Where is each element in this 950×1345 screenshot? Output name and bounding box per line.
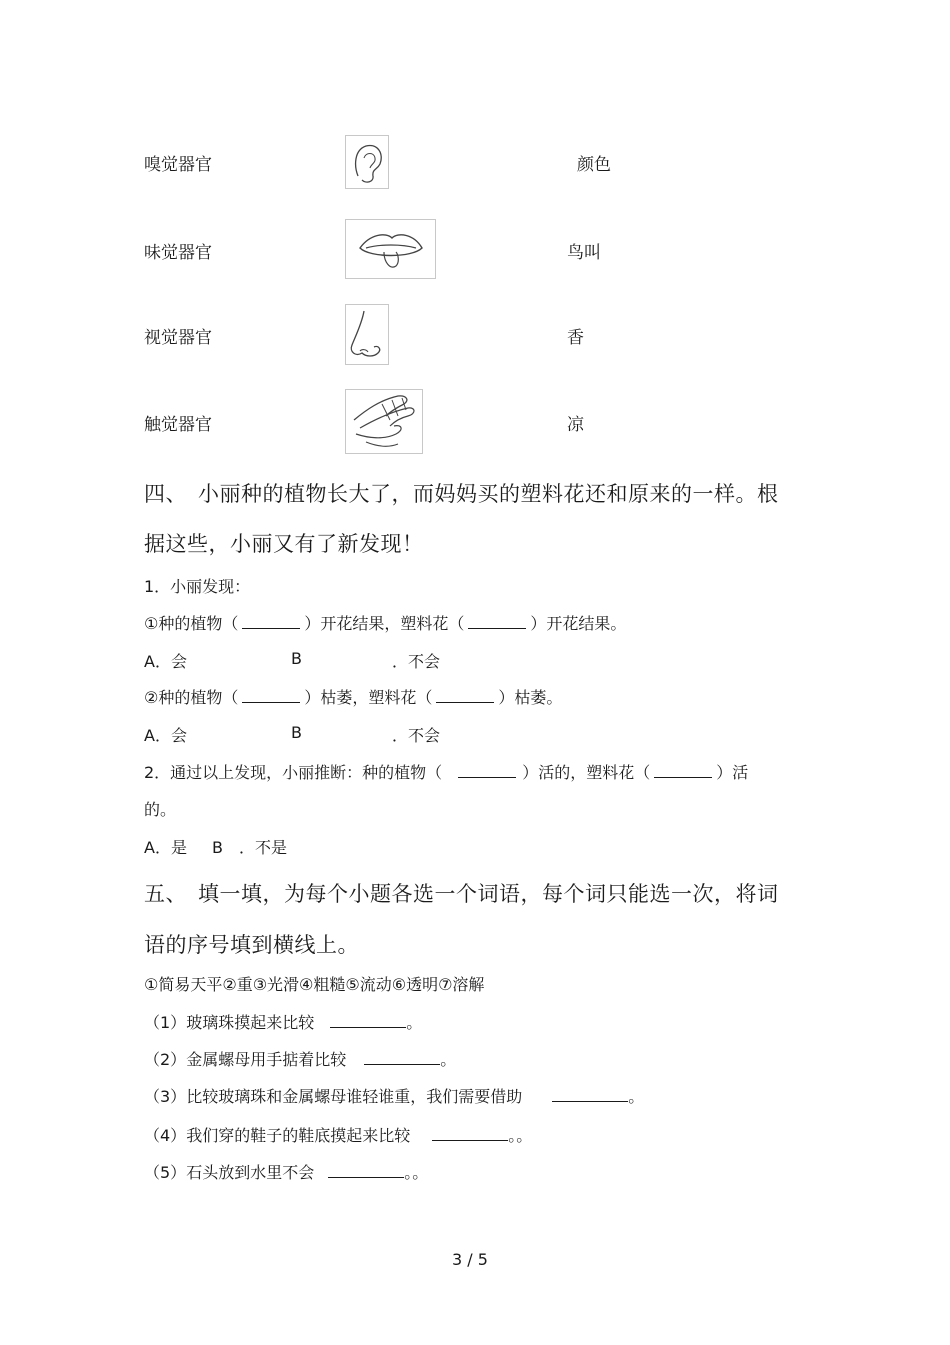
fill-item-1 bbox=[144, 1010, 422, 1033]
answer-blank[interactable] bbox=[242, 614, 300, 629]
option-a: A．会 bbox=[144, 652, 187, 671]
option-b: ．不会 bbox=[392, 652, 441, 671]
property-label-cool: 凉 bbox=[567, 415, 584, 435]
answer-blank[interactable] bbox=[432, 1126, 508, 1141]
ear-icon bbox=[346, 136, 388, 188]
fill-item-text: 玻璃珠摸起来比较 bbox=[186, 1013, 315, 1032]
section-four-heading-line2: 据这些，小丽又有了新发现！ bbox=[144, 532, 424, 556]
fill-item-number: （4） bbox=[144, 1126, 187, 1145]
fill-item-text: 金属螺母用手掂着比较 bbox=[186, 1050, 347, 1069]
answer-blank[interactable] bbox=[468, 614, 526, 629]
property-label-fragrant: 香 bbox=[567, 328, 584, 348]
option-b-letter: B bbox=[291, 649, 302, 668]
fill-item-number: （1） bbox=[144, 1013, 187, 1032]
fill-item-number: （2） bbox=[144, 1050, 187, 1069]
section-five-number: 五、 bbox=[144, 882, 187, 906]
section-five-heading-line2: 语的序号填到横线上。 bbox=[144, 933, 359, 957]
fill-item-end: 。 bbox=[440, 1050, 457, 1069]
option-b: B ．不是 bbox=[212, 838, 287, 857]
mouth-image bbox=[345, 219, 436, 279]
ear-image bbox=[345, 135, 389, 189]
question-2-middle: ）活的，塑料花（ bbox=[522, 763, 651, 782]
fill-item-text: 我们穿的鞋子的鞋底摸起来比较 bbox=[186, 1126, 411, 1145]
question-2-suffix: ）活 bbox=[716, 763, 749, 782]
answer-blank[interactable] bbox=[458, 763, 516, 778]
property-label-color: 颜色 bbox=[577, 155, 611, 175]
option-b: ．不会 bbox=[392, 726, 441, 745]
section-four-heading-line1: 小丽种的植物长大了，而妈妈买的塑料花还和原来的一样。根 bbox=[198, 482, 779, 506]
property-label-birdsong: 鸟叫 bbox=[567, 243, 601, 263]
word-options: ①简易天平②重③光滑④粗糙⑤流动⑥透明⑦溶解 bbox=[144, 975, 485, 994]
question-1-title: 1．小丽发现： bbox=[144, 577, 251, 596]
option-a: A．是 bbox=[144, 838, 187, 857]
section-four-number: 四、 bbox=[144, 482, 187, 506]
fill-item-end: 。 bbox=[628, 1087, 645, 1106]
answer-blank[interactable] bbox=[330, 1013, 406, 1028]
nose-icon bbox=[346, 305, 388, 364]
question-2 bbox=[144, 760, 748, 783]
option-a: A．会 bbox=[144, 726, 187, 745]
hands-image bbox=[345, 389, 423, 454]
fill-item-5 bbox=[144, 1160, 428, 1183]
question-2-prefix: 2．通过以上发现，小丽推断：种的植物（ bbox=[144, 763, 443, 782]
page-number: 3 / 5 bbox=[452, 1250, 488, 1269]
answer-blank[interactable] bbox=[364, 1050, 440, 1065]
fill-item-2 bbox=[144, 1047, 456, 1070]
question-1b-suffix: ）枯萎。 bbox=[498, 688, 563, 707]
fill-item-number: （3） bbox=[144, 1087, 187, 1106]
answer-blank[interactable] bbox=[242, 688, 300, 703]
fill-item-4 bbox=[144, 1123, 532, 1146]
answer-blank[interactable] bbox=[436, 688, 494, 703]
organ-label-touch: 触觉器官 bbox=[144, 415, 212, 435]
fill-item-text: 比较玻璃珠和金属螺母谁轻谁重，我们需要借助 bbox=[186, 1087, 523, 1106]
question-1b bbox=[144, 685, 562, 708]
section-five-heading-line1: 填一填，为每个小题各选一个词语，每个词只能选一次，将词 bbox=[198, 882, 779, 906]
question-2-continuation: 的。 bbox=[144, 800, 177, 819]
question-1a-middle: ）开花结果，塑料花（ bbox=[304, 614, 465, 633]
organ-label-sight: 视觉器官 bbox=[144, 328, 212, 348]
fill-item-3 bbox=[144, 1084, 644, 1107]
fill-item-text: 石头放到水里不会 bbox=[186, 1163, 315, 1182]
question-1a-prefix: ①种的植物（ bbox=[144, 614, 239, 633]
fill-item-end: 。。 bbox=[508, 1126, 533, 1145]
organ-label-taste: 味觉器官 bbox=[144, 243, 212, 263]
question-1b-prefix: ②种的植物（ bbox=[144, 688, 239, 707]
fill-item-number: （5） bbox=[144, 1163, 187, 1182]
question-1a-suffix: ）开花结果。 bbox=[530, 614, 627, 633]
fill-item-end: 。。 bbox=[404, 1163, 429, 1182]
hands-icon bbox=[346, 390, 422, 453]
question-1a bbox=[144, 611, 626, 634]
fill-item-end: 。 bbox=[406, 1013, 423, 1032]
option-b-letter: B bbox=[291, 723, 302, 742]
answer-blank[interactable] bbox=[552, 1087, 628, 1102]
nose-image bbox=[345, 304, 389, 365]
question-1b-middle: ）枯萎，塑料花（ bbox=[304, 688, 433, 707]
organ-label-smell: 嗅觉器官 bbox=[144, 155, 212, 175]
answer-blank[interactable] bbox=[328, 1163, 404, 1178]
mouth-tongue-icon bbox=[346, 220, 435, 278]
answer-blank[interactable] bbox=[654, 763, 712, 778]
